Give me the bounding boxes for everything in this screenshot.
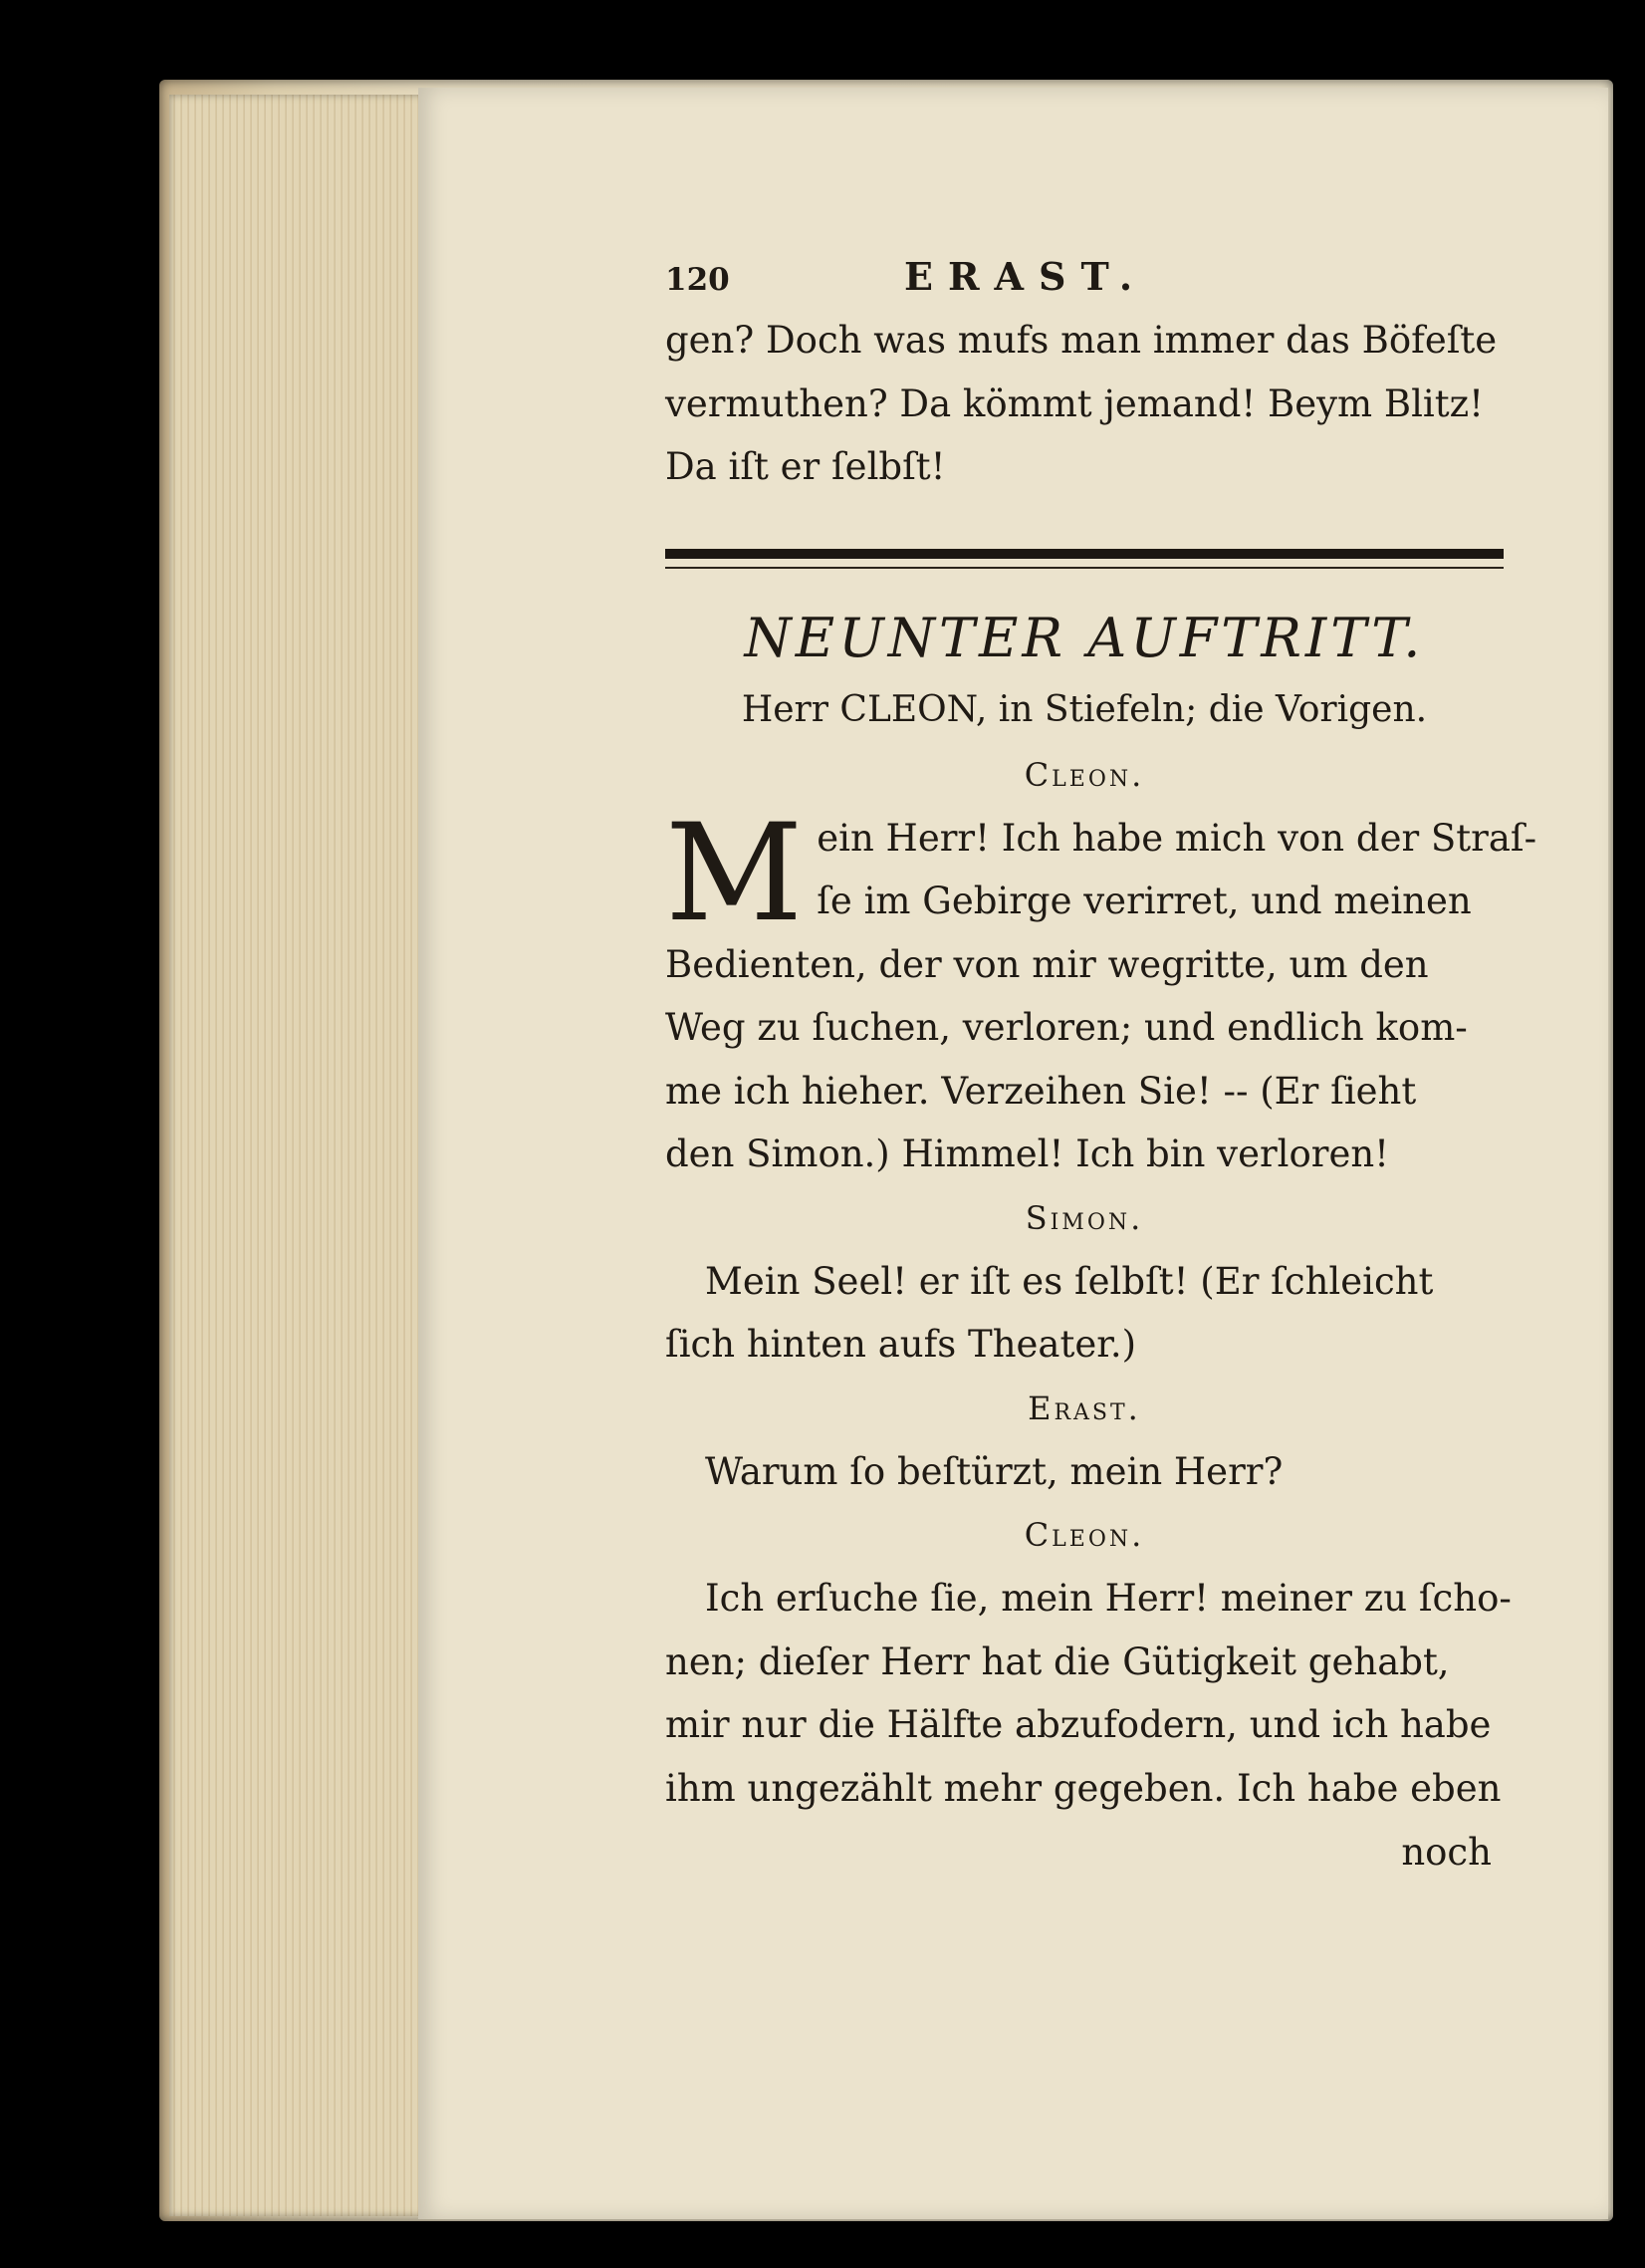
speech-line: ein Herr! Ich habe mich von der Straſ- xyxy=(817,816,1537,860)
speech-line: Bedienten, der von mir wegritte, um den xyxy=(665,942,1429,986)
text-line: vermuthen? Da kömmt jemand! Beym Blitz! xyxy=(665,381,1484,425)
speaker-cleon: Cleon. xyxy=(1024,755,1145,794)
divider-thick xyxy=(665,549,1504,559)
page-edges xyxy=(169,95,435,2216)
stage-direction: Herr CLEON, in Stiefeln; die Vorigen. xyxy=(741,688,1428,730)
speech-line: ſe im Gebirge verirret, und meinen xyxy=(817,880,1472,922)
speech-line: mir nur die Hälfte abzufodern, und ich habe xyxy=(665,1703,1492,1746)
speech-line: den Simon.) Himmel! Ich bin verloren! xyxy=(665,1133,1390,1175)
speech-line: Warum ſo beſtürzt, mein Herr? xyxy=(705,1449,1284,1493)
speech-simon xyxy=(665,1250,1504,1377)
speech-line: ihm ungezählt mehr gegeben. Ich habe eben xyxy=(665,1766,1502,1810)
text-line: gen? Doch was mufs man immer das Böfeſte xyxy=(665,319,1498,362)
speech-line: Ich erſuche ſie, mein Herr! meiner zu ſcho- xyxy=(705,1577,1512,1620)
text-line: Da iſt er ſelbſt! xyxy=(665,445,946,488)
speaker-erast: Erast. xyxy=(1028,1388,1141,1427)
page-number: 120 xyxy=(665,262,730,298)
speech-line: Weg zu ſuchen, verloren; und endlich kom- xyxy=(665,1006,1468,1049)
running-head xyxy=(665,254,1504,299)
speech-line: ſich hinten aufs Theater.) xyxy=(665,1323,1137,1366)
speech-cleon xyxy=(665,794,1537,1186)
page-content xyxy=(665,254,1537,1886)
running-title: ERAST. xyxy=(904,254,1148,299)
opening-text xyxy=(665,309,1504,499)
speaker-cleon-2: Cleon. xyxy=(1024,1516,1145,1554)
drop-cap: M xyxy=(665,794,804,951)
speech-line: nen; dieſer Herr hat die Gütigkeit gehabt, xyxy=(665,1639,1450,1683)
speech-line: me ich hieher. Verzeihen Sie! -- (Er ſieht xyxy=(665,1069,1417,1113)
catchword: noch xyxy=(1401,1831,1492,1874)
divider-thin xyxy=(665,567,1504,569)
speaker-simon: Simon. xyxy=(1025,1198,1144,1237)
scene-heading: NEUNTER AUFTRITT. xyxy=(744,606,1425,669)
speech-line: Mein Seel! er iſt es ſelbſt! (Er ſchleicht xyxy=(705,1259,1434,1303)
speech-erast xyxy=(665,1440,1504,1504)
speech-cleon-2 xyxy=(665,1567,1512,1820)
